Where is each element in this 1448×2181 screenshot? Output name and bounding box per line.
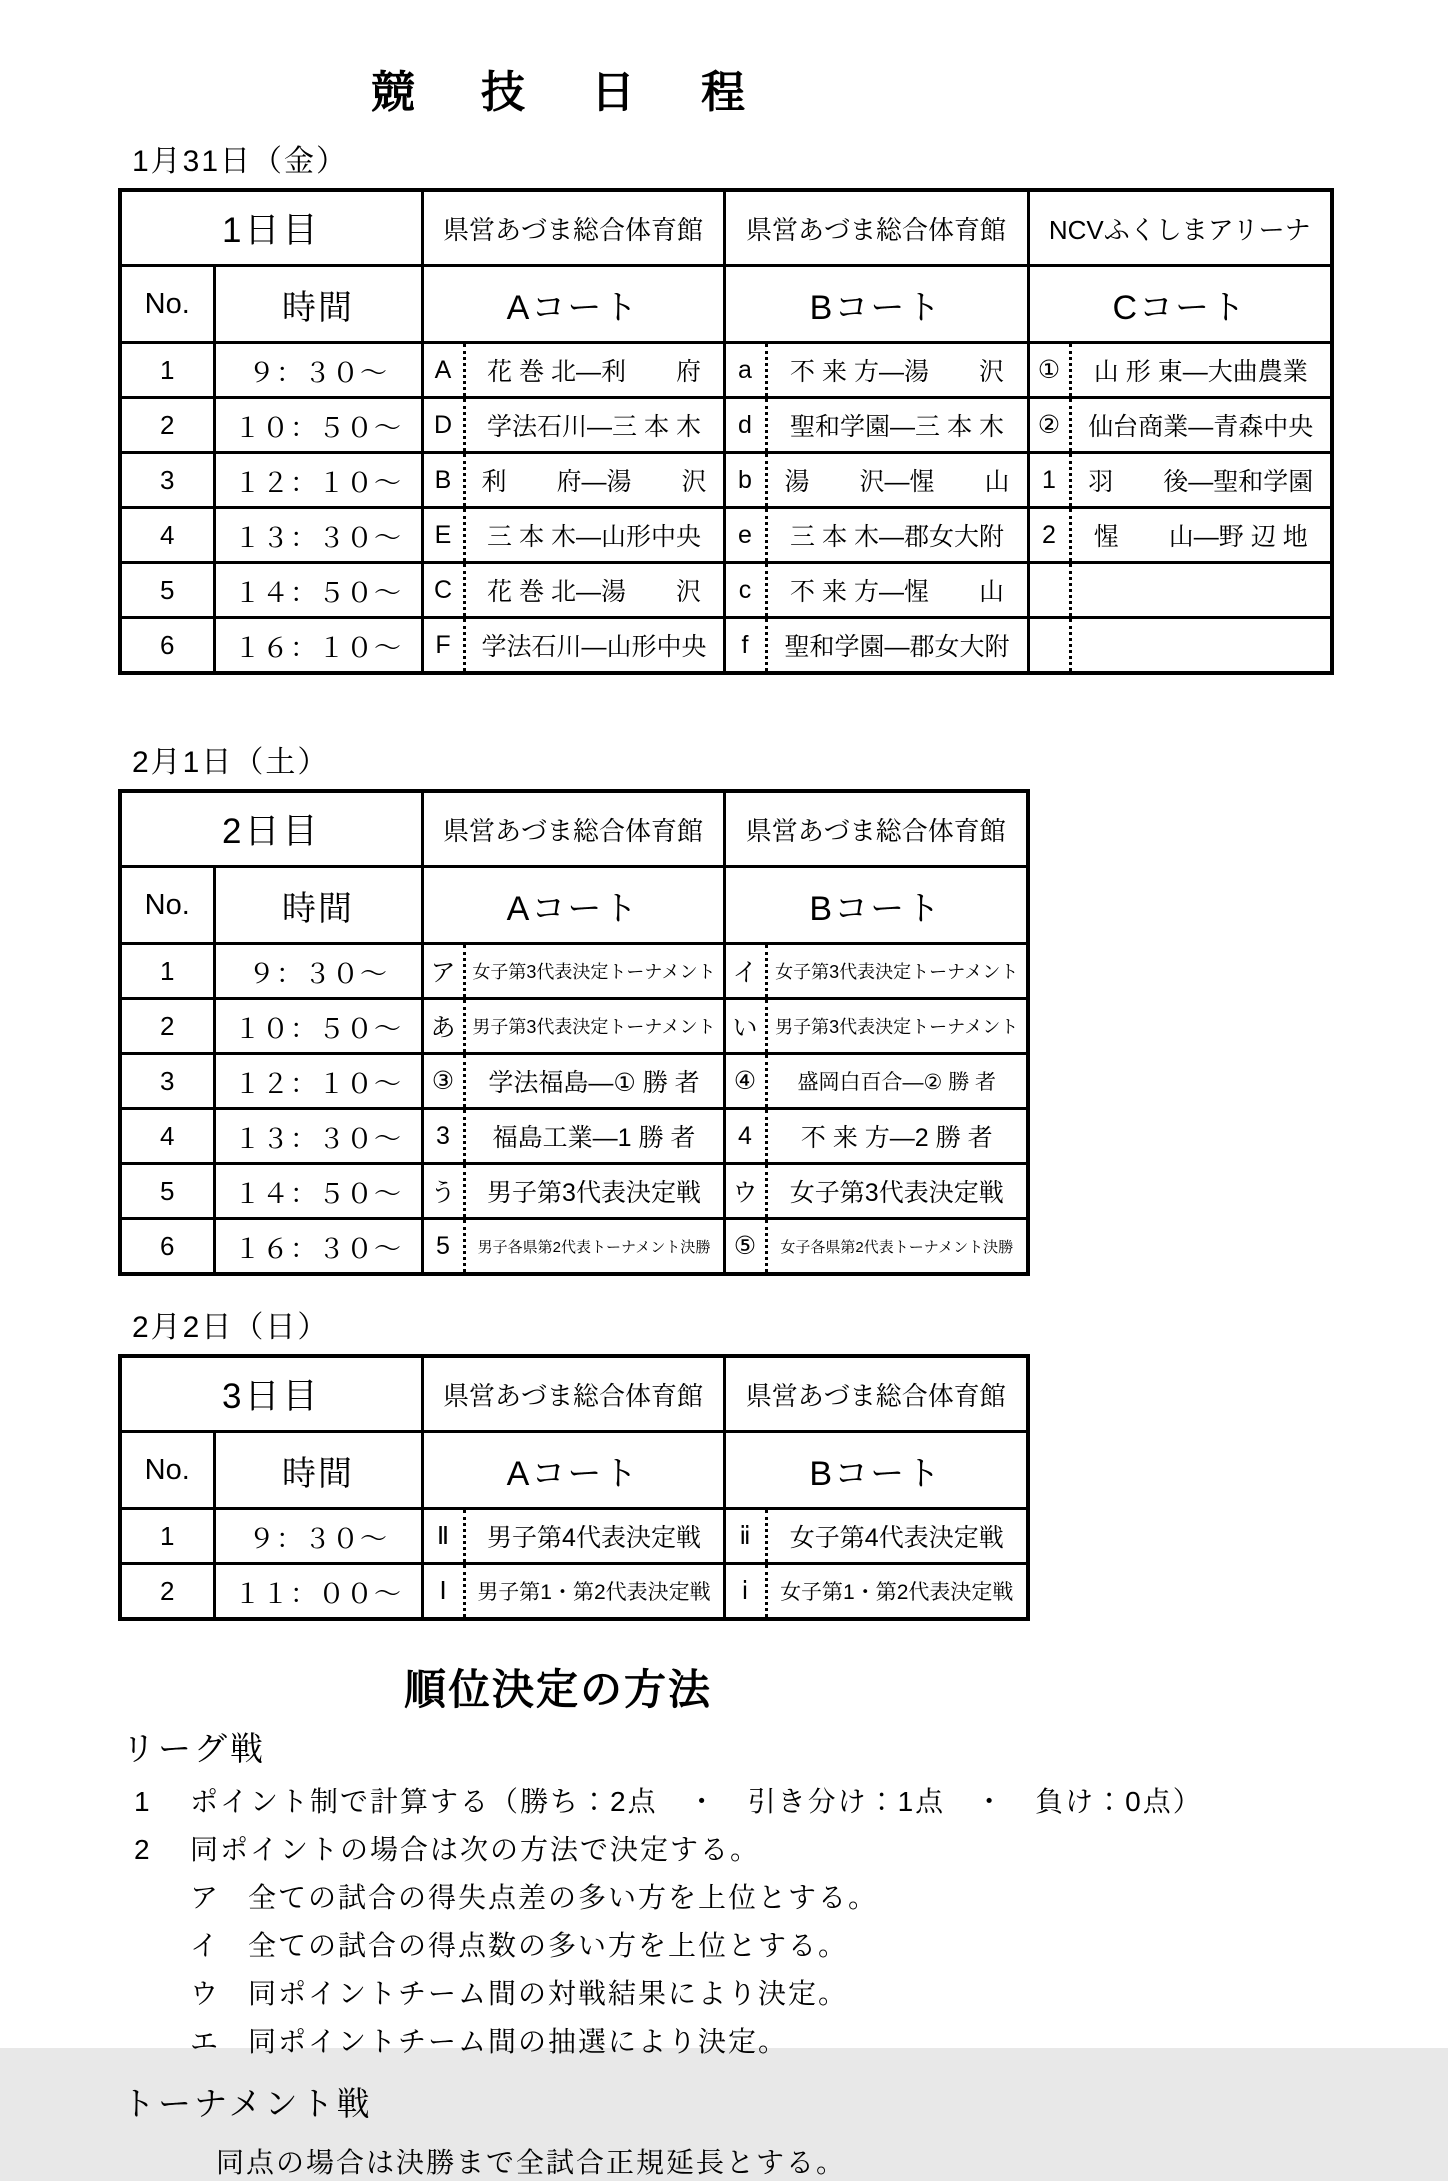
schedule-table-day1: [118, 188, 1334, 675]
match-cell: [1028, 453, 1332, 508]
match-cell: [422, 1164, 724, 1219]
match-cell: [724, 944, 1028, 999]
match-label: ア: [424, 945, 466, 997]
match-label: ③: [424, 1055, 466, 1107]
match-cell: [724, 453, 1028, 508]
rule-text: 同ポイントチーム間の抽選により決定。: [248, 2026, 789, 2057]
day-label: 1日目: [120, 190, 422, 266]
match-cell: [422, 563, 724, 618]
league-subrule-i: [190, 1930, 1448, 1962]
no-header: No.: [120, 867, 214, 944]
match-teams: 湯 沢―惺 山: [784, 468, 1010, 496]
schedule-row: [120, 1164, 1028, 1219]
match-cell: [422, 508, 724, 563]
match-label: F: [424, 619, 466, 671]
match-cell: [1028, 398, 1332, 453]
match-label: ②: [1030, 399, 1072, 451]
match-label: ⅱ: [726, 1510, 768, 1562]
match-label: [1030, 619, 1072, 671]
match-teams: 学法福島―① 勝 者: [488, 1069, 700, 1097]
match-label: Ⅰ: [424, 1565, 466, 1617]
match-teams: 女子第4代表決定戦: [789, 1524, 1004, 1552]
day3-date: 2月2日（日）: [132, 1311, 330, 1344]
match-teams: 学法石川―山形中央: [481, 633, 707, 661]
match-label: い: [726, 1000, 768, 1052]
match-teams: 利 府―湯 沢: [481, 468, 707, 496]
match-cell-empty: [1028, 563, 1332, 618]
match-teams: 男子第3代表決定戦: [487, 1179, 701, 1207]
match-cell: [422, 453, 724, 508]
schedule-row: [120, 1219, 1028, 1275]
match-label: Ⅱ: [424, 1510, 466, 1562]
schedule-row: [120, 618, 1332, 674]
league-rule-2: [134, 1834, 1448, 1866]
match-label: ウ: [726, 1165, 768, 1217]
rule-text: 同ポイントの場合は次の方法で決定する。: [190, 1834, 761, 1865]
no-header: No.: [120, 266, 214, 343]
match-no: 3: [120, 453, 214, 508]
day-label: 2日目: [120, 791, 422, 867]
match-teams: 男子第3代表決定トーナメント: [472, 1017, 716, 1037]
match-time: １３：３０～: [214, 508, 422, 563]
match-teams: 不 来 方―湯 沢: [790, 358, 1004, 386]
match-time: １６：１０～: [214, 618, 422, 674]
court-header: Aコート: [422, 266, 724, 343]
header-row: [120, 867, 1028, 944]
tournament-rule-text: 同点の場合は決勝まで全試合正規延長とする。: [216, 2147, 847, 2178]
match-cell: [724, 508, 1028, 563]
match-no: 1: [120, 1509, 214, 1564]
match-cell: [422, 1054, 724, 1109]
match-no: 4: [120, 508, 214, 563]
match-teams: 惺 山―野 辺 地: [1093, 523, 1308, 551]
match-cell: [724, 1509, 1028, 1564]
match-time: １２：１０～: [214, 453, 422, 508]
match-time: １４：５０～: [214, 563, 422, 618]
match-label: う: [424, 1165, 466, 1217]
ranking-method-title: 順位決定の方法: [403, 1666, 712, 1713]
match-time: ９：３０～: [214, 944, 422, 999]
match-teams: 盛岡白百合―② 勝 者: [797, 1071, 996, 1094]
league-subrule-a: [190, 1882, 1448, 1914]
match-no: 2: [120, 999, 214, 1054]
match-no: 1: [120, 343, 214, 398]
schedule-row: [120, 1564, 1028, 1620]
match-cell: [724, 1109, 1028, 1164]
match-time: １１：００～: [214, 1564, 422, 1620]
league-heading: リーグ戦: [122, 1730, 266, 1767]
schedule-row: [120, 398, 1332, 453]
match-label: c: [726, 564, 768, 616]
match-cell: [724, 1219, 1028, 1275]
match-time: ９：３０～: [214, 1509, 422, 1564]
match-teams: 男子第1・第2代表決定戦: [477, 1581, 711, 1604]
match-time: １２：１０～: [214, 1054, 422, 1109]
match-teams: 不 来 方―惺 山: [790, 578, 1004, 606]
match-label: イ: [726, 945, 768, 997]
match-no: 3: [120, 1054, 214, 1109]
rule-marker: 2: [134, 1834, 152, 1865]
match-time: １０：５０～: [214, 398, 422, 453]
match-label: ④: [726, 1055, 768, 1107]
match-label: 5: [424, 1220, 466, 1272]
match-cell: [422, 999, 724, 1054]
schedule-row: [120, 343, 1332, 398]
match-no: 2: [120, 398, 214, 453]
match-cell: [422, 343, 724, 398]
match-teams: 花 巻 北―湯 沢: [487, 578, 701, 606]
match-teams: 学法石川―三 本 木: [487, 413, 701, 441]
match-time: １６：３０～: [214, 1219, 422, 1275]
match-label: D: [424, 399, 466, 451]
venue-name: 県営あづま総合体育館: [724, 190, 1028, 266]
match-teams: 男子第3代表決定トーナメント: [775, 1017, 1019, 1037]
match-label: A: [424, 344, 466, 396]
match-label: あ: [424, 1000, 466, 1052]
match-label: a: [726, 344, 768, 396]
schedule-row: [120, 1509, 1028, 1564]
match-label: 3: [424, 1110, 466, 1162]
league-rule-1: [134, 1786, 1448, 1818]
schedule-table-day2: [118, 789, 1030, 1276]
rule-marker: エ: [190, 2026, 221, 2057]
time-header: 時間: [214, 867, 422, 944]
match-teams: 山 形 東―大曲農業: [1093, 358, 1308, 386]
venue-name: 県営あづま総合体育館: [724, 791, 1028, 867]
match-teams: 三 本 木―郡女大附: [790, 523, 1004, 551]
match-cell: [422, 618, 724, 674]
match-label: f: [726, 619, 768, 671]
rule-text: 同ポイントチーム間の対戦結果により決定。: [248, 1978, 849, 2009]
venue-row: [120, 791, 1028, 867]
match-teams: [1072, 564, 1331, 616]
match-cell-empty: [1028, 618, 1332, 674]
match-cell: [724, 618, 1028, 674]
match-label: 2: [1030, 509, 1072, 561]
rule-text: 全ての試合の得点数の多い方を上位とする。: [248, 1930, 849, 1961]
schedule-row: [120, 944, 1028, 999]
time-header: 時間: [214, 266, 422, 343]
match-no: 6: [120, 1219, 214, 1275]
match-cell: [422, 1509, 724, 1564]
match-teams: 不 来 方―2 勝 者: [800, 1124, 993, 1152]
match-cell: [1028, 343, 1332, 398]
match-no: 1: [120, 944, 214, 999]
day1-date: 1月31日（金）: [132, 145, 349, 178]
match-label: B: [424, 454, 466, 506]
time-header: 時間: [214, 1432, 422, 1509]
schedule-row: [120, 563, 1332, 618]
venue-name: 県営あづま総合体育館: [422, 1356, 724, 1432]
match-label: ①: [1030, 344, 1072, 396]
tournament-heading: トーナメント戦: [122, 2085, 373, 2122]
court-header: Aコート: [422, 867, 724, 944]
match-label: ⑤: [726, 1220, 768, 1272]
court-header: Cコート: [1028, 266, 1332, 343]
match-cell: [724, 563, 1028, 618]
match-cell: [724, 398, 1028, 453]
match-cell: [724, 1564, 1028, 1620]
match-cell: [724, 999, 1028, 1054]
venue-row: [120, 190, 1332, 266]
match-cell: [724, 1164, 1028, 1219]
court-header: Bコート: [724, 867, 1028, 944]
match-no: 2: [120, 1564, 214, 1620]
match-label: 1: [1030, 454, 1072, 506]
match-cell: [422, 944, 724, 999]
day-label: 3日目: [120, 1356, 422, 1432]
match-no: 6: [120, 618, 214, 674]
match-teams: 花 巻 北―利 府: [487, 358, 701, 386]
league-subrule-u: [190, 1978, 1448, 2010]
schedule-row: [120, 1109, 1028, 1164]
match-cell: [422, 1219, 724, 1275]
schedule-row: [120, 999, 1028, 1054]
schedule-table-day3: [118, 1354, 1030, 1621]
match-teams: [1072, 619, 1331, 671]
match-label: ⅰ: [726, 1565, 768, 1617]
match-label: [1030, 564, 1072, 616]
match-label: d: [726, 399, 768, 451]
header-row: [120, 266, 1332, 343]
day2-date: 2月1日（土）: [132, 746, 330, 779]
match-time: １０：５０～: [214, 999, 422, 1054]
court-header: Aコート: [422, 1432, 724, 1509]
match-teams: 福島工業―1 勝 者: [492, 1124, 696, 1152]
league-subrule-e: [190, 2026, 1448, 2058]
match-cell: [1028, 508, 1332, 563]
match-no: 5: [120, 563, 214, 618]
match-label: e: [726, 509, 768, 561]
match-teams: 女子第1・第2代表決定戦: [780, 1581, 1014, 1604]
match-teams: 女子各県第2代表トーナメント決勝: [780, 1238, 1014, 1256]
match-teams: 羽 後―聖和学園: [1088, 468, 1314, 496]
match-cell: [724, 343, 1028, 398]
match-teams: 女子第3代表決定トーナメント: [472, 962, 716, 982]
match-teams: 三 本 木―山形中央: [487, 523, 701, 551]
rule-marker: イ: [190, 1930, 221, 1961]
venue-name: NCVふくしまアリーナ: [1028, 190, 1332, 266]
match-teams: 聖和学園―三 本 木: [790, 413, 1004, 441]
rule-marker: ウ: [190, 1978, 221, 2009]
schedule-row: [120, 1054, 1028, 1109]
venue-name: 県営あづま総合体育館: [422, 190, 724, 266]
rule-marker: 1: [134, 1786, 152, 1817]
venue-row: [120, 1356, 1028, 1432]
court-header: Bコート: [724, 266, 1028, 343]
match-cell: [422, 1564, 724, 1620]
match-time: １３：３０～: [214, 1109, 422, 1164]
document-title: 競技日程: [371, 68, 811, 117]
match-teams: 男子第4代表決定戦: [487, 1524, 701, 1552]
match-teams: 聖和学園―郡女大附: [784, 633, 1010, 661]
venue-name: 県営あづま総合体育館: [422, 791, 724, 867]
match-time: １４：５０～: [214, 1164, 422, 1219]
rule-marker: ア: [190, 1882, 221, 1913]
match-teams: 女子第3代表決定トーナメント: [775, 962, 1019, 982]
court-header: Bコート: [724, 1432, 1028, 1509]
match-label: E: [424, 509, 466, 561]
match-label: b: [726, 454, 768, 506]
venue-name: 県営あづま総合体育館: [724, 1356, 1028, 1432]
match-time: ９：３０～: [214, 343, 422, 398]
match-cell: [724, 1054, 1028, 1109]
match-teams: 女子第3代表決定戦: [789, 1179, 1004, 1207]
match-no: 5: [120, 1164, 214, 1219]
match-label: C: [424, 564, 466, 616]
match-cell: [422, 1109, 724, 1164]
match-label: 4: [726, 1110, 768, 1162]
schedule-row: [120, 508, 1332, 563]
rule-text: 全ての試合の得失点差の多い方を上位とする。: [248, 1882, 879, 1913]
schedule-row: [120, 453, 1332, 508]
match-no: 4: [120, 1109, 214, 1164]
rule-text: ポイント制で計算する（勝ち：2点 ・ 引き分け：1点 ・ 負け：0点）: [190, 1786, 1203, 1817]
header-row: [120, 1432, 1028, 1509]
match-teams: 男子各県第2代表トーナメント決勝: [477, 1238, 711, 1256]
match-cell: [422, 398, 724, 453]
match-teams: 仙台商業―青森中央: [1088, 413, 1314, 441]
no-header: No.: [120, 1432, 214, 1509]
